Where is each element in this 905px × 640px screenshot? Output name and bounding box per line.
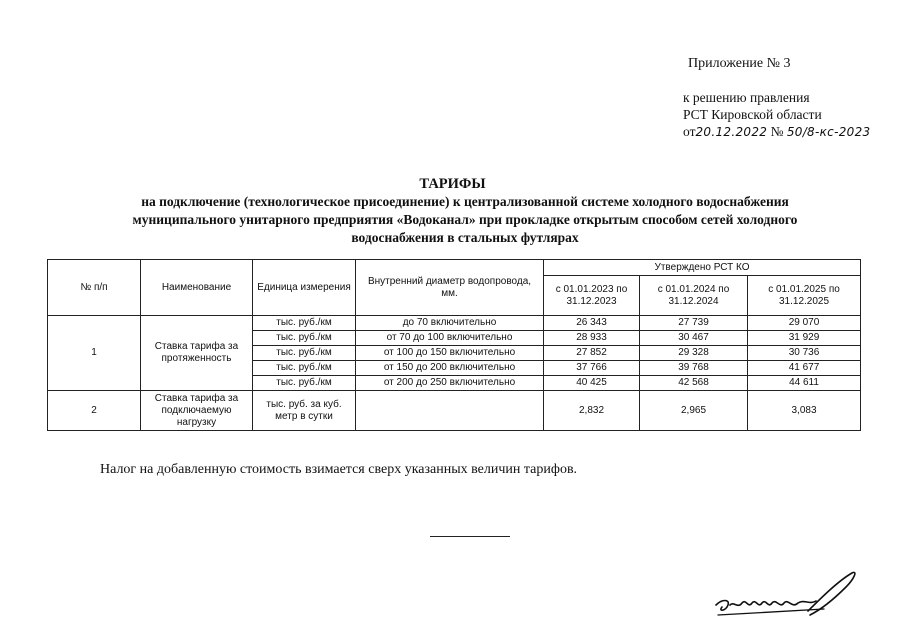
signature-image [712,565,862,625]
row-diameter: от 100 до 150 включительно [356,346,544,361]
appendix-label: Приложение № 3 [688,56,791,71]
row-diameter: от 70 до 100 включительно [356,331,544,346]
header-approved: Утверждено РСТ КО [544,260,861,276]
value-2024: 29 328 [640,346,748,361]
separator-line [430,536,510,537]
row-num: 1 [48,316,141,391]
decision-line-1: к решению правления [683,90,810,105]
subtitle-line: муниципального унитарного предприятия «Водоканал» при прокладке открытым способом сетей холодного [132,212,798,227]
subtitle-line: на подключение (технологическое присоединение) к централизованной системе холодного водоснабжения [141,194,789,209]
decision-date-number [683,123,870,141]
value-2024: 27 739 [640,316,748,331]
decision-line-2: РСТ Кировской области [683,107,822,122]
value-2023: 27 852 [544,346,640,361]
value-2025: 31 929 [748,331,861,346]
row-name: Ставка тарифа за протяженность [141,316,253,391]
value-2025: 30 736 [748,346,861,361]
value-2024: 2,965 [640,391,748,431]
value-2023: 37 766 [544,361,640,376]
row-diameter: до 70 включительно [356,316,544,331]
decision-reference [683,89,870,141]
value-2024: 30 467 [640,331,748,346]
value-2025: 3,083 [748,391,861,431]
header-num: № п/п [48,260,141,316]
table-row [48,391,861,431]
row-unit: тыс. руб./км [253,361,356,376]
value-2025: 41 677 [748,361,861,376]
value-2023: 40 425 [544,376,640,391]
document-title: ТАРИФЫ [419,176,486,192]
handwritten-number: 50/8-кс-2023 [786,125,871,139]
row-num: 2 [48,391,141,431]
number-prefix: № [767,124,787,139]
row-diameter [356,391,544,431]
row-diameter: от 200 до 250 включительно [356,376,544,391]
header-row [48,260,861,276]
value-2025: 44 611 [748,376,861,391]
value-2024: 39 768 [640,361,748,376]
tariffs-table [47,259,861,431]
subtitle-line: водоснабжения в стальных футлярах [351,230,579,245]
table-row [48,316,861,331]
header-period-2025: с 01.01.2025 по 31.12.2025 [748,276,861,316]
value-2024: 42 568 [640,376,748,391]
header-period-2023: с 01.01.2023 по 31.12.2023 [544,276,640,316]
handwritten-date: 20.12.2022 [695,125,768,139]
header-unit: Единица измерения [253,260,356,316]
value-2023: 28 933 [544,331,640,346]
row-unit: тыс. руб./км [253,316,356,331]
from-prefix: от [683,124,696,139]
vat-note: Налог на добавленную стоимость взимается сверх указанных величин тарифов. [100,462,578,477]
row-unit: тыс. руб./км [253,376,356,391]
row-unit: тыс. руб./км [253,346,356,361]
header-period-2024: с 01.01.2024 по 31.12.2024 [640,276,748,316]
row-name: Ставка тарифа за подключаемую нагрузку [141,391,253,431]
row-unit: тыс. руб./км [253,331,356,346]
header-diameter: Внутренний диаметр водопровода, мм. [356,260,544,316]
document-subtitle [70,193,860,247]
value-2025: 29 070 [748,316,861,331]
header-name: Наименование [141,260,253,316]
row-diameter: от 150 до 200 включительно [356,361,544,376]
value-2023: 2,832 [544,391,640,431]
value-2023: 26 343 [544,316,640,331]
row-unit: тыс. руб. за куб. метр в сутки [253,391,356,431]
